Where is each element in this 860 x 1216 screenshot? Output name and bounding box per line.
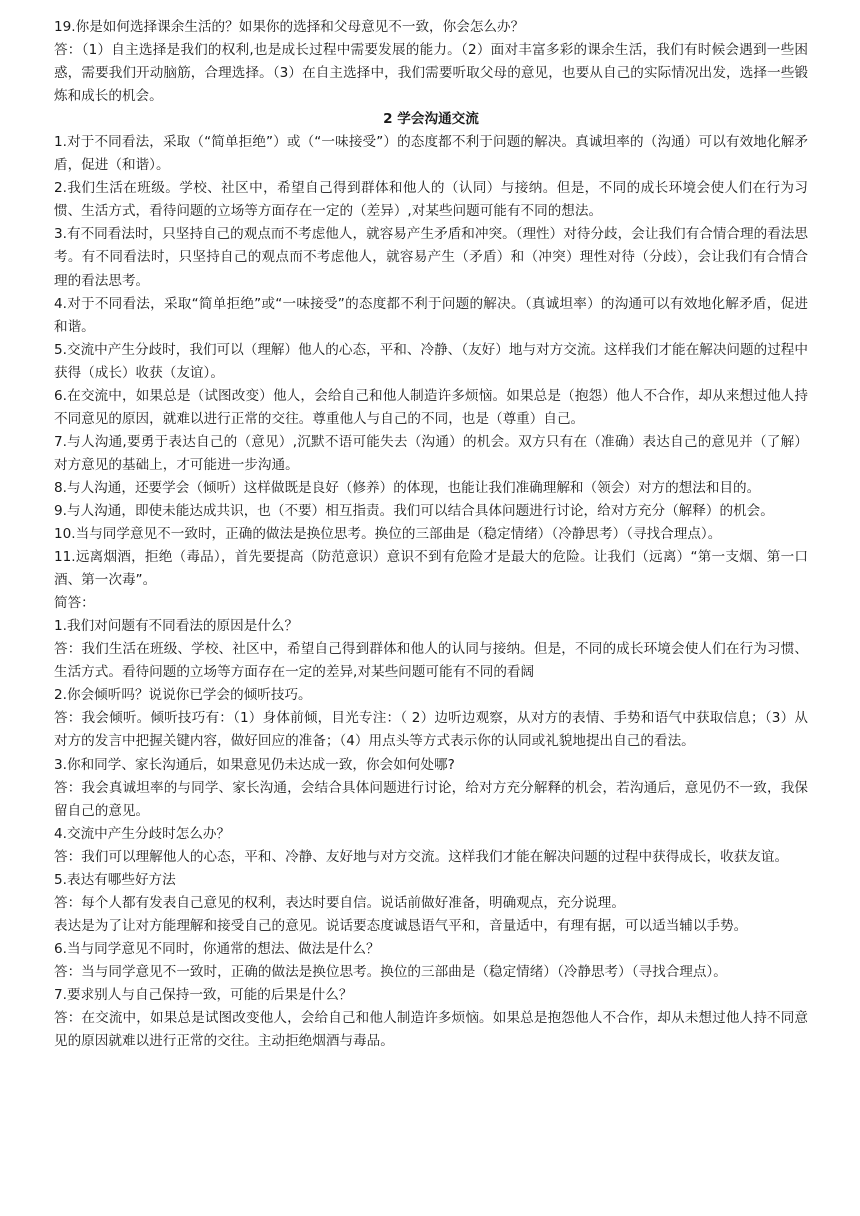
short-question-5: 5.表达有哪些好方法: [54, 871, 176, 888]
short-answer-7: 答：在交流中，如果总是试图改变他人，会给自己和他人制造许多烦恼。如果总是抱怨他人不合作，却从未想过他人持不同意见的原因就难以进行正常的交往。主动拒绝烟酒与毒品。: [54, 1010, 808, 1050]
short-answer-5b: 表达是为了让对方能理解和接受自己的意见。说话要态度诚恳语气平和，音量适中，有理有据，可以适当辅以手势。: [54, 917, 748, 934]
answer-19: 答：（1）自主选择是我们的权利,也是成长过程中需要发展的能力。（2）面对丰富多彩的课余生活，我们有时候会遇到一些困惑，需要我们开动脑筋，合理选择。（3）在自主选择中，我们需要听取父母的意见，也要从自己的实际情况出发，选择一些锻炼和成长的机会。: [54, 42, 808, 105]
fill-item-2: 2.我们生活在班级。学校、社区中，希望自己得到群体和他人的（认同）与接纳。但是，不同的成长环境会使人们在行为习惯、生活方式，看待问题的立场等方面存在一定的（差异）,对某些问题可能有不同的想法。: [54, 180, 808, 220]
short-question-6: 6.当与同学意见不同时，你通常的想法、做法是什么？: [54, 940, 380, 957]
short-answer-label: 简答：: [54, 595, 95, 612]
short-question-2: 2.你会倾听吗？说说你已学会的倾听技巧。: [54, 687, 312, 704]
fill-item-11: 11.远离烟酒，拒绝（毒品），首先要提高（防范意识）意识不到有危险才是最大的危险。让我们（远离）“第一支烟、第一口酒、第一次毒”。: [54, 549, 808, 589]
short-question-4: 4.交流中产生分歧时怎么办？: [54, 825, 231, 842]
short-question-3: 3.你和同学、家长沟通后，如果意见仍未达成一致，你会如何处哪?: [54, 756, 455, 773]
fill-item-9: 9.与人沟通，即使未能达成共识，也（不要）相互指责。我们可以结合具体问题进行讨论，给对方充分（解释）的机会。: [54, 502, 774, 519]
short-answer-1: 答：我们生活在班级、学校、社区中，希望自己得到群体和他人的认同与接纳。但是，不同的成长环境会使人们在行为习惯、生活方式。看待问题的立场等方面存在一定的差异,对某些问题可能有不同的看阔: [54, 641, 808, 681]
fill-item-5: 5.交流中产生分歧时，我们可以（理解）他人的心态，平和、冷静、（友好）地与对方交流。这样我们才能在解决问题的过程中获得（成长）收获（友谊）。: [54, 341, 808, 381]
short-answer-6: 答：当与同学意见不一致时，正确的做法是换位思考。换位的三部曲是（稳定情绪）（冷静思考）（寻找合理点）。: [54, 963, 727, 980]
question-19: 19.你是如何选择课余生活的？如果你的选择和父母意见不一致，你会怎么办？: [54, 19, 525, 35]
fill-item-7: 7.与人沟通,要勇于表达自己的（意见）,沉默不语可能失去（沟通）的机会。双方只有在（准确）表达自己的意见并（了解）对方意见的基础上，才可能进一步沟通。: [54, 433, 808, 473]
fill-item-1: 1.对于不同看法，采取（“简单拒绝”）或（“一味接受”）的态度都不利于问题的解决。真诚坦率的（沟通）可以有效地化解矛盾，促进（和谐）。: [54, 134, 808, 174]
short-question-7: 7.要求别人与自己保持一致，可能的后果是什么？: [54, 986, 353, 1003]
section-heading: 2 学会沟通交流: [383, 111, 479, 128]
short-answer-4: 答：我们可以理解他人的心态，平和、冷静、友好地与对方交流。这样我们才能在解决问题的过程中获得成长，收获友谊。: [54, 848, 789, 865]
fill-item-8: 8.与人沟通，还要学会（倾听）这样做既是良好（修养）的体现，也能让我们准确理解和（领会）对方的想法和目的。: [54, 479, 761, 496]
short-answer-2: 答：我会倾听。倾听技巧有：（1）身体前倾，目光专注：（ 2）边听边观察，从对方的表情、手势和语气中获取信息；（3）从对方的发言中把握关键内容，做好回应的准备；（4）用点头等方式表示你的认同或礼貌地提出自己的看法。: [54, 710, 808, 750]
fill-item-6: 6.在交流中，如果总是（试图改变）他人，会给自己和他人制造许多烦恼。如果总是（抱怨）他人不合作，却从来想过他人持不同意见的原因，就难以进行正常的交往。尊重他人与自己的不同，也是（尊重）自己。: [54, 387, 808, 427]
short-question-1: 1.我们对问题有不同看法的原因是什么？: [54, 618, 299, 635]
fill-item-10: 10.当与同学意见不一致时，正确的做法是换位思考。换位的三部曲是（稳定情绪）（冷静思考）（寻找合理点）。: [54, 526, 722, 543]
fill-item-4: 4.对于不同看法，采取“简单拒绝”或“一味接受”的态度都不利于问题的解决。（真诚坦率）的沟通可以有效地化解矛盾，促进和谐。: [54, 295, 808, 335]
short-answer-3: 答：我会真诚坦率的与同学、家长沟通，会结合具体问题进行讨论，给对方充分解释的机会，若沟通后，意见仍不一致，我保留自己的意见。: [54, 779, 808, 819]
fill-item-3: 3.有不同看法时，只坚持自己的观点而不考虑他人，就容易产生矛盾和冲突。（理性）对待分歧，会让我们有合情合理的看法思考。有不同看法时，只坚持自己的观点而不考虑他人，就容易产生（矛盾）和（冲突）理性对待（分歧），会让我们有合情合理的看法思考。: [54, 226, 808, 289]
short-answer-5a: 答：每个人都有发表自己意见的权利，表达时要自信。说话前做好准备，明确观点，充分说理。: [54, 894, 625, 911]
